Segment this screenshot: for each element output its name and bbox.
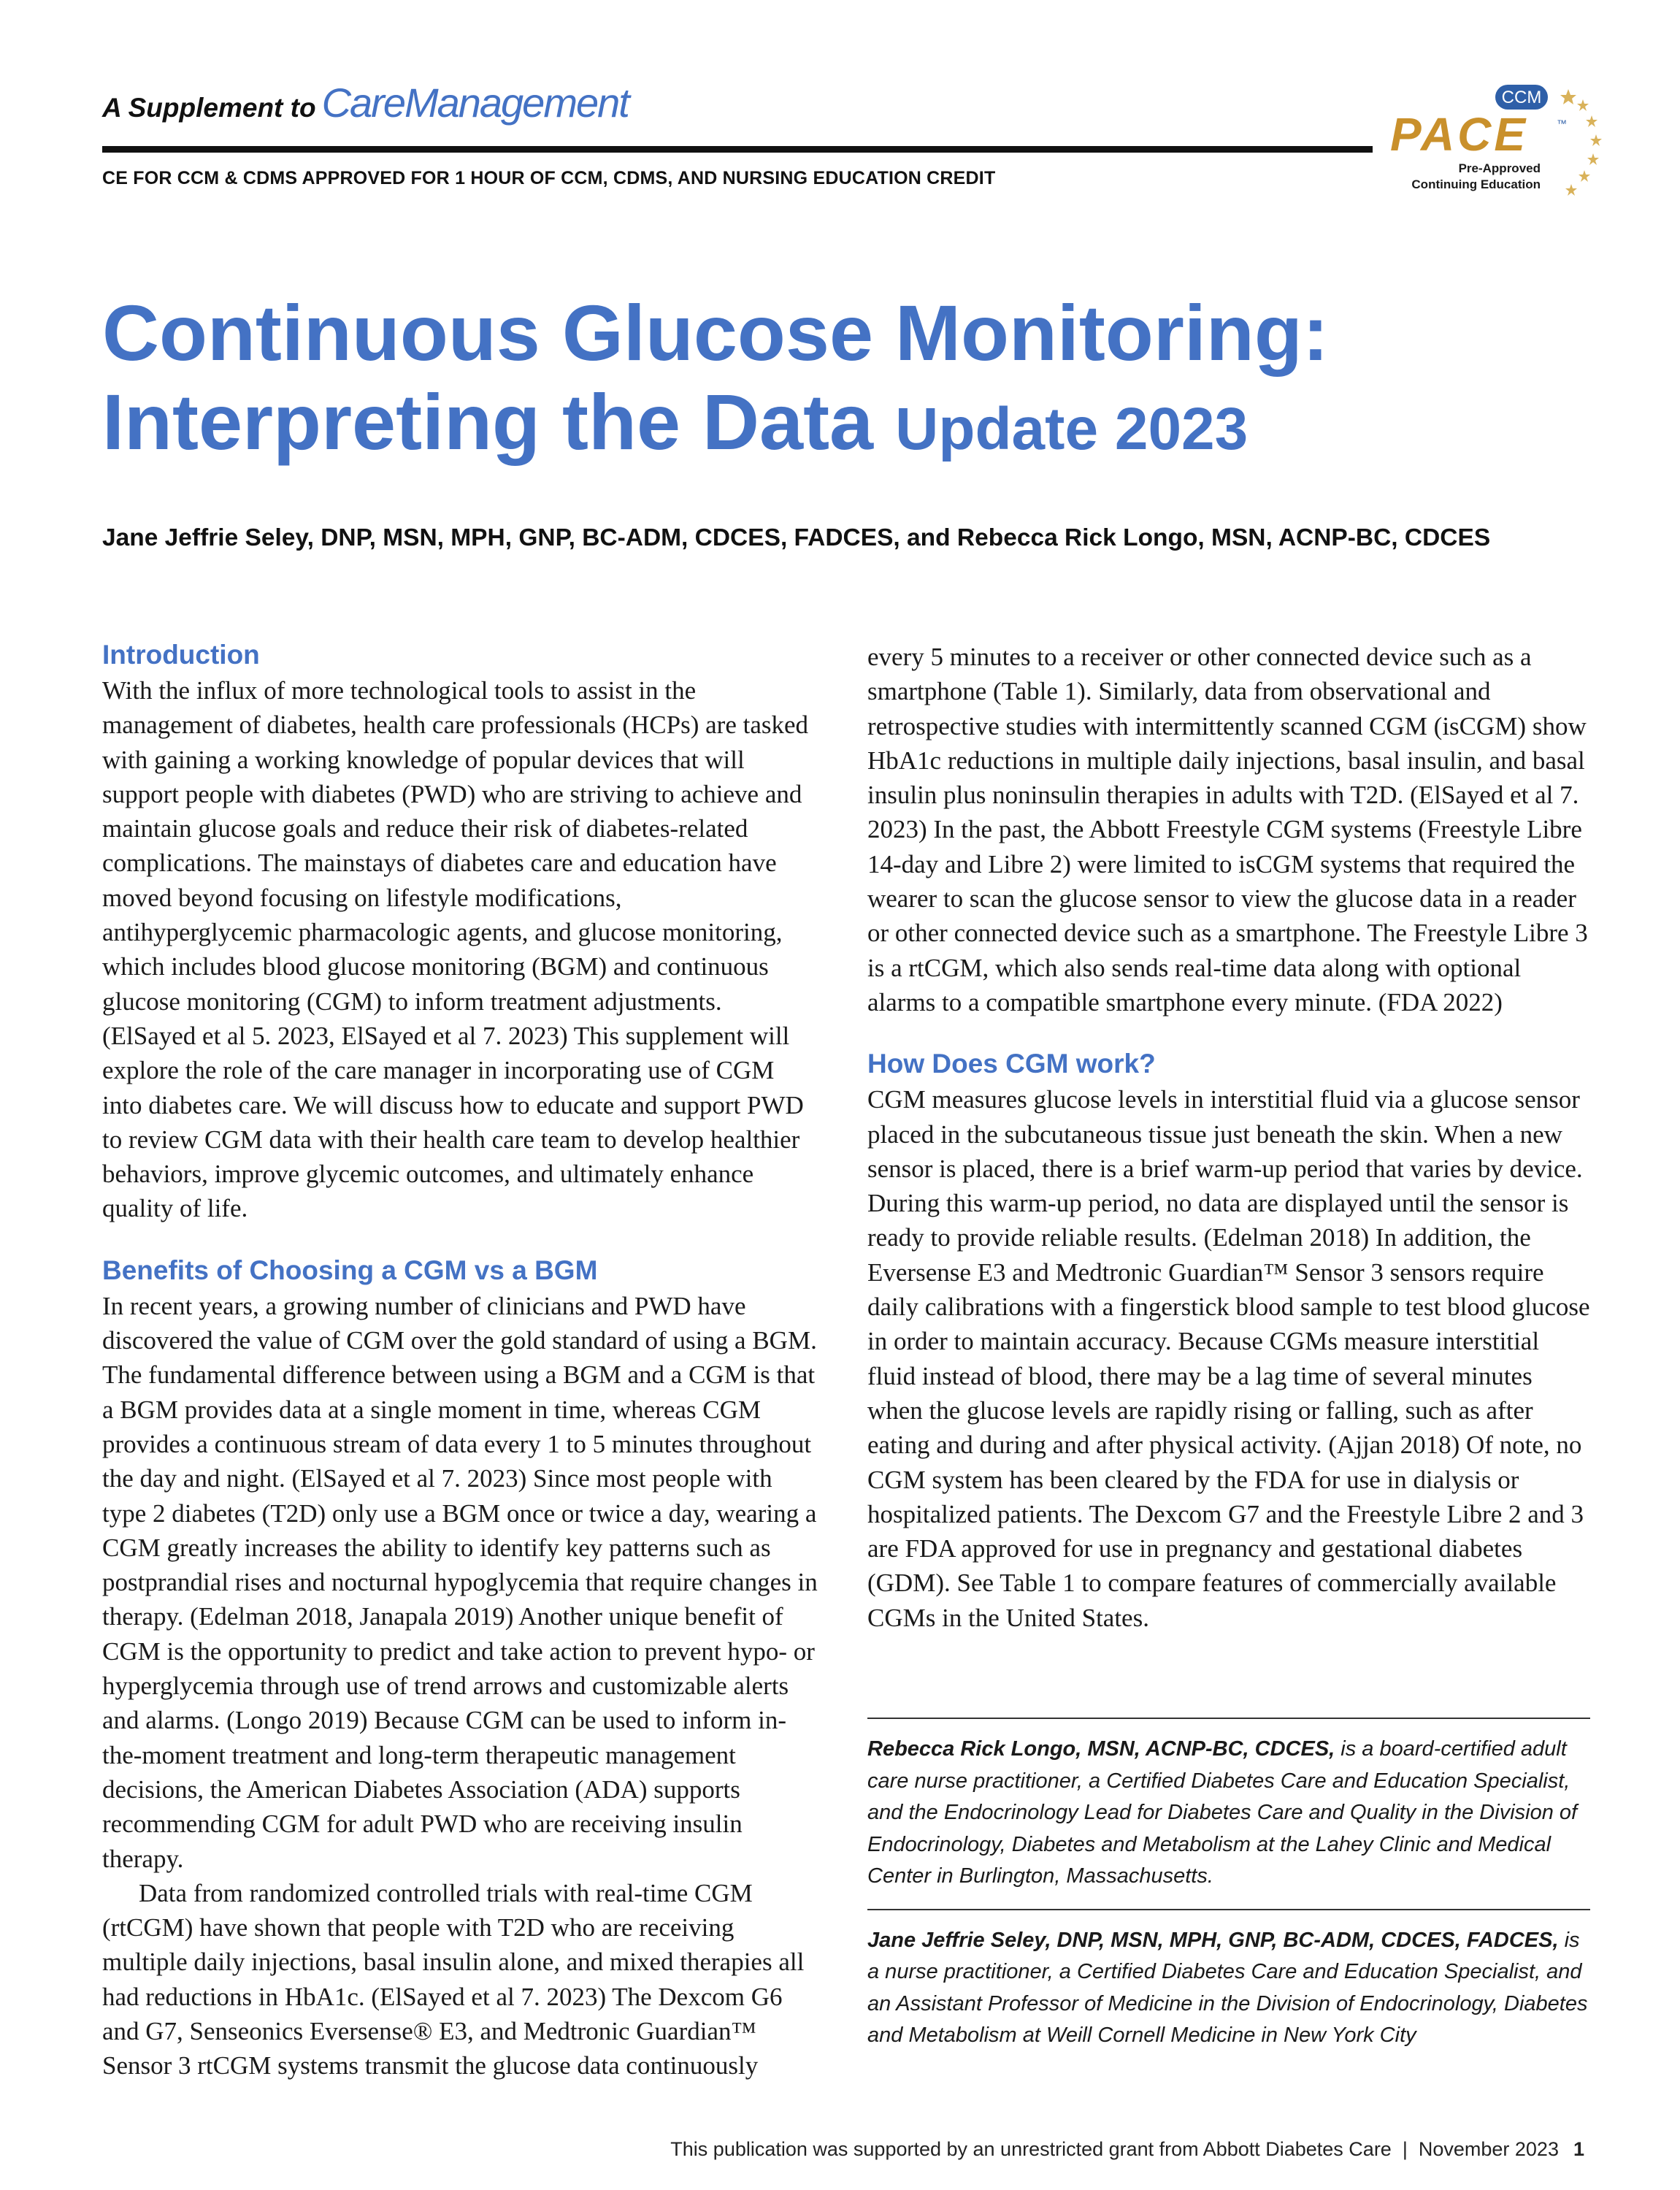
bio-seley	[867, 1910, 1590, 2068]
pace-line2: Continuing Education	[1411, 177, 1541, 191]
supplement-brand: CareManagement	[321, 80, 629, 126]
header-rule	[102, 146, 1373, 153]
bio-seley-name: Jane Jeffrie Seley, DNP, MSN, MPH, GNP, BC-ADM, CDCES, FADCES,	[867, 1928, 1559, 1952]
footer-text: This publication was supported by an unrestricted grant from Abbott Diabetes Care | November 2023	[670, 2138, 1559, 2160]
left-column	[102, 637, 818, 2083]
page-footer	[670, 2138, 1584, 2161]
title-line2-main: Interpreting the Data	[102, 378, 874, 466]
pace-logo-graphic	[1387, 79, 1621, 210]
credit-line: CE FOR CCM & CDMS APPROVED FOR 1 HOUR OF CCM, CDMS, AND NURSING EDUCATION CREDIT	[102, 168, 996, 188]
pace-tm: ™	[1557, 118, 1567, 129]
pace-line1: Pre-Approved	[1458, 161, 1541, 175]
bio-longo-name: Rebecca Rick Longo, MSN, ACNP-BC, CDCES,	[867, 1737, 1335, 1761]
pace-wordmark: PACE	[1390, 108, 1529, 161]
page-number: 1	[1573, 2138, 1584, 2160]
continued-paragraph: every 5 minutes to a receiver or other connected device such as a smartphone (Table 1). Similarly, data from observational and retrospective studies with intermittently scanned CGM (isCGM) show HbA1c reductions in multiple daily injections, basal insulin, and basal insulin plus noninsulin therapies in adults with T2D. (ElSayed et al 7. 2023) In the past, the Abbott Freestyle CGM systems (Freestyle Libre 14-day and Libre 2) were limited to isCGM systems that required the wearer to scan the glucose sensor to view the glucose data in a reader or other connected device such as a smartphone. The Freestyle Libre 3 is a rtCGM, which also sends real-time data along with optional alarms to a compatible smartphone every minute. (FDA 2022)	[867, 643, 1588, 1016]
bio-longo-text: is a board-certified adult care nurse practitioner, a Certified Diabetes Care and Education Specialist, and the Endocrinology Lead for Diabetes Care and Quality in the Division of Endocrinology, Diabetes and Metabolism at the Lahey Clinic and Medical Center in Burlington, Massachusetts.	[867, 1737, 1578, 1888]
authors-line: Jane Jeffrie Seley, DNP, MSN, MPH, GNP, BC-ADM, CDCES, FADCES, and Rebecca Rick Longo, MSN, ACNP-BC, CDCES	[102, 524, 1491, 551]
benefits-paragraph: In recent years, a growing number of clinicians and PWD have discovered the value of CGM over the gold standard of using a BGM. The fundamental difference between using a BGM and a CGM is that a BGM provides data at a single moment in time, whereas CGM provides a continuous stream of data every 1 to 5 minutes throughout the day and night. (ElSayed et al 7. 2023) Since most people with type 2 diabetes (T2D) only use a BGM once or twice a day, wearing a CGM greatly increases the ability to identify key patterns such as postprandial rises and nocturnal hypoglycemia that require changes in therapy. (Edelman 2018, Janapala 2019) Another unique benefit of CGM is the opportunity to predict and take action to prevent hypo- or hyperglycemia through use of trend arrows and customizable alerts and alarms. (Longo 2019) Because CGM can be used to inform in-the-moment treatment and long-term therapeutic management decisions, the American Diabetes Association (ADA) supports recommending CGM for adult PWD who are receiving insulin therapy.	[102, 1291, 818, 1873]
intro-heading: Introduction	[102, 640, 260, 670]
star-arc-icon	[1560, 89, 1602, 196]
title-line1: Continuous Glucose Monitoring:	[102, 288, 1329, 377]
how-heading: How Does CGM work?	[867, 1049, 1156, 1079]
ccm-badge-text: CCM	[1501, 88, 1542, 107]
supplement-lead: A Supplement to	[102, 93, 316, 123]
how-paragraph: CGM measures glucose levels in interstitial fluid via a glucose sensor placed in the subcutaneous tissue just beneath the skin. When a new sensor is placed, there is a brief warm-up period that varies by device. During this warm-up period, no data are displayed until the sensor is ready to provide reliable results. (Edelman 2018) In addition, the Eversense E3 and Medtronic Guardian™ Sensor 3 sensors require daily calibrations with a fingerstick blood sample to test blood glucose in order to maintain accuracy. Because CGMs measure interstitial fluid instead of blood, there may be a lag time of several minutes when the glucose levels are rapidly rising or falling, such as after eating and during and after physical activity. (Ajjan 2018) Of note, no CGM system has been cleared by the FDA for use in dialysis or hospitalized patients. The Dexcom G7 and the Freestyle Libre 2 and 3 are FDA approved for use in pregnancy and gestational diabetes (GDM). See Table 1 to compare features of commercially available CGMs in the United States.	[867, 1085, 1590, 1632]
title-line2-small: Update 2023	[895, 396, 1249, 462]
bio-longo	[867, 1719, 1590, 1909]
bio-seley-text: is a nurse practitioner, a Certified Diabetes Care and Education Specialist, and an Assistant Professor of Medicine in the Division of Endocrinology, Diabetes and Metabolism at Weill Cornell Medicine in New York City	[867, 1928, 1588, 2047]
benefits-paragraph-2: Data from randomized controlled trials with real-time CGM (rtCGM) have shown that people with T2D who are receiving multiple daily injections, basal insulin alone, and mixed therapies all had reductions in HbA1c. (ElSayed et al 7. 2023) The Dexcom G6 and G7, Senseonics Eversense® E3, and Medtronic Guardian™ Sensor 3 rtCGM systems transmit the glucose data continuously	[102, 1878, 805, 2080]
intro-paragraph: With the influx of more technological tools to assist in the management of diabetes, health care professionals (HCPs) are tasked with gaining a working knowledge of popular devices that will support people with diabetes (PWD) who are striving to achieve and maintain glucose goals and reduce their risk of diabetes-related complications. The mainstays of diabetes care and education have moved beyond focusing on lifestyle modifications, antihyperglycemic pharmacologic agents, and glucose monitoring, which includes blood glucose monitoring (BGM) and continuous glucose monitoring (CGM) to inform treatment adjustments. (ElSayed et al 5. 2023, ElSayed et al 7. 2023) This supplement will explore the role of the care manager in incorporating use of CGM into diabetes care. We will discuss how to educate and support PWD to review CGM data with their health care team to develop healthier behaviors, improve glycemic outcomes, and ultimately enhance quality of life.	[102, 676, 809, 1223]
right-column	[867, 640, 1590, 1635]
page-title	[102, 288, 1592, 474]
supplement-line	[102, 79, 629, 126]
pace-logo	[1387, 79, 1621, 210]
benefits-heading: Benefits of Choosing a CGM vs a BGM	[102, 1255, 598, 1285]
author-bios	[867, 1718, 1590, 2068]
